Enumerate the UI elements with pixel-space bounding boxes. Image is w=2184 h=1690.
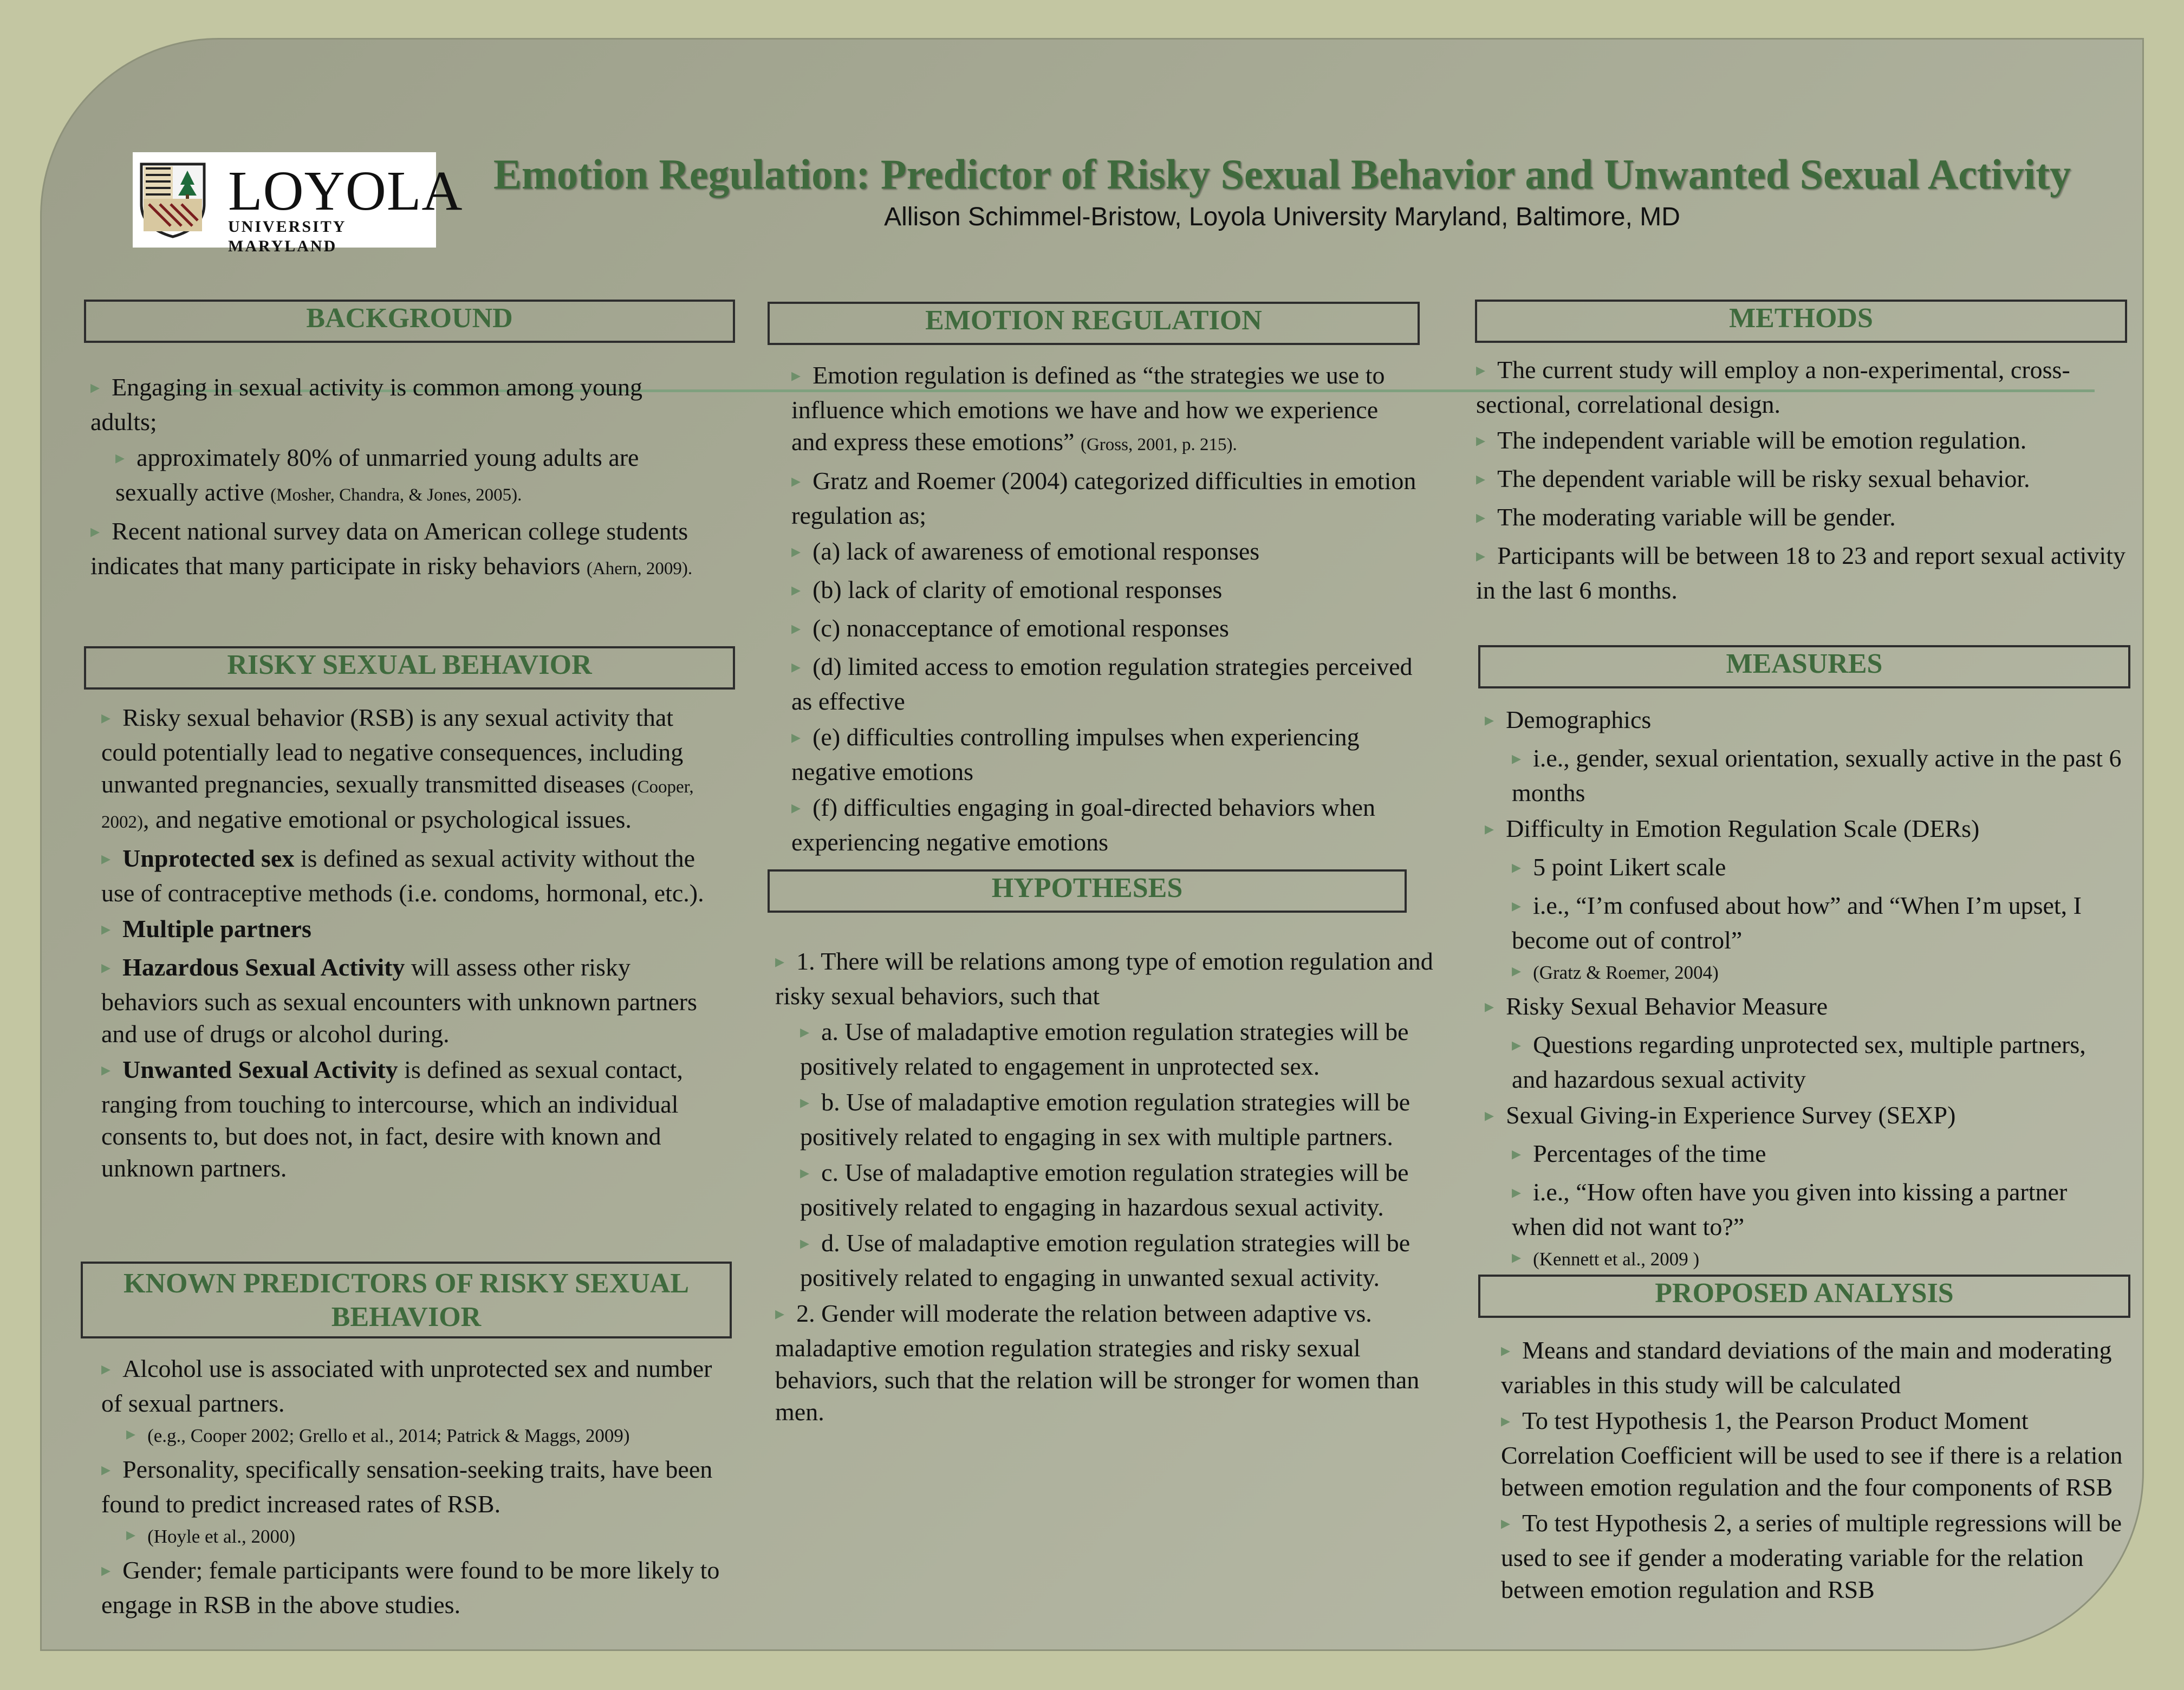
predictor-ref: ▸ (e.g., Cooper 2002; Grello et al., 2014; Patrick & Maggs, 2009)	[101, 1423, 724, 1450]
rsb-item: ▸ Unwanted Sexual Activity is defined as sexual contact, ranging from touching to intercourse, which an individual consents to, but does not, in fact, desire with known and unknown partners.	[101, 1054, 724, 1184]
hypothesis-subitem: ▸ c. Use of maladaptive emotion regulation strategies will be positively related to engaging in hazardous sexual activity.	[775, 1156, 1463, 1223]
er-item: ▸ (d) limited access to emotion regulation strategies perceived as effective	[791, 651, 1420, 717]
er-item: ▸ Emotion regulation is defined as “the strategies we use to influence which emotions we have and how we experience and express these emotions” (Gross, 2001, p. 215).	[791, 359, 1420, 461]
measure-detail: ▸ i.e., gender, sexual orientation, sexually active in the past 6 months	[1485, 742, 2124, 809]
background-list	[90, 371, 708, 589]
heading-hypotheses: HYPOTHESES	[768, 869, 1407, 913]
analysis-item: ▸ To test Hypothesis 1, the Pearson Product Moment Correlation Coefficient will be used to see if there is a relation between emotion regulation and the four components of RSB	[1501, 1405, 2129, 1503]
heading-measures: MEASURES	[1478, 645, 2130, 688]
analysis-item: ▸ To test Hypothesis 2, a series of multiple regressions will be used to see if gender a moderating variable for the relation between emotion regulation and RSB	[1501, 1507, 2129, 1606]
er-item: ▸ (a) lack of awareness of emotional responses	[791, 535, 1420, 570]
university-logo	[133, 152, 463, 255]
hypothesis-subitem: ▸ b. Use of maladaptive emotion regulation strategies will be positively related to engaging in sex with multiple partners.	[775, 1086, 1463, 1153]
measure-item: ▸ Sexual Giving-in Experience Survey (SEXP)	[1485, 1099, 2124, 1134]
background-item: ▸ Engaging in sexual activity is common among young adults;	[90, 371, 708, 438]
measure-item: ▸ Demographics	[1485, 704, 2124, 738]
methods-item: ▸ The moderating variable will be gender.	[1476, 501, 2126, 536]
predictors-list	[101, 1353, 724, 1624]
heading-proposed-analysis: PROPOSED ANALYSIS	[1478, 1275, 2130, 1318]
logo-subtitle: UNIVERSITY MARYLAND	[228, 218, 346, 255]
measure-detail: ▸ Questions regarding unprotected sex, multiple partners, and hazardous sexual activity	[1485, 1029, 2124, 1095]
background-item: ▸ Recent national survey data on American college students indicates that many participate in risky behaviors (Ahern, 2009).	[90, 515, 708, 585]
measure-ref: ▸ (Gratz & Roemer, 2004)	[1485, 960, 2124, 986]
measure-detail: ▸ i.e., “I’m confused about how” and “When I’m upset, I become out of control”	[1485, 889, 2124, 956]
er-item: ▸ Gratz and Roemer (2004) categorized difficulties in emotion regulation as;	[791, 465, 1420, 531]
rsb-list	[101, 701, 724, 1188]
heading-methods: METHODS	[1475, 300, 2127, 343]
er-item: ▸ (c) nonacceptance of emotional responses	[791, 612, 1420, 647]
methods-item: ▸ Participants will be between 18 to 23 and report sexual activity in the last 6 months.	[1476, 540, 2126, 606]
heading-known-predictors: KNOWN PREDICTORS OF RISKY SEXUAL BEHAVIOR	[81, 1262, 732, 1338]
poster-title: Emotion Regulation: Predictor of Risky Sexual Behavior and Unwanted Sexual Activity	[493, 151, 2071, 198]
analysis-list	[1501, 1334, 2129, 1609]
hypothesis-subitem: ▸ a. Use of maladaptive emotion regulation strategies will be positively related to engagement in unprotected sex.	[775, 1016, 1463, 1082]
measure-detail: ▸ Percentages of the time	[1485, 1138, 2124, 1172]
measure-item: ▸ Difficulty in Emotion Regulation Scale (DERs)	[1485, 812, 2124, 847]
predictor-item: ▸ Alcohol use is associated with unprotected sex and number of sexual partners.	[101, 1353, 724, 1419]
methods-list	[1476, 354, 2126, 610]
measure-item: ▸ Risky Sexual Behavior Measure	[1485, 990, 2124, 1025]
er-item: ▸ (b) lack of clarity of emotional responses	[791, 574, 1420, 608]
measures-list	[1485, 704, 2124, 1277]
heading-emotion-regulation: EMOTION REGULATION	[768, 302, 1420, 345]
logo-wordmark: LOYOLA	[228, 160, 463, 222]
emotion-regulation-list	[791, 359, 1420, 862]
predictor-ref: ▸ (Hoyle et al., 2000)	[101, 1524, 724, 1550]
rsb-item: ▸ Unprotected sex is defined as sexual activity without the use of contraceptive methods (i.e. condoms, hormonal, etc.).	[101, 842, 724, 909]
hypothesis-item: ▸ 2. Gender will moderate the relation between adaptive vs. maladaptive emotion regulation strategies and risky sexual behaviors, such that the relation will be stronger for women than men.	[775, 1297, 1463, 1428]
heading-background: BACKGROUND	[84, 300, 735, 343]
methods-item: ▸ The dependent variable will be risky sexual behavior.	[1476, 463, 2126, 497]
poster-panel	[40, 38, 2144, 1651]
er-item: ▸ (e) difficulties controlling impulses when experiencing negative emotions	[791, 721, 1420, 788]
er-item: ▸ (f) difficulties engaging in goal-directed behaviors when experiencing negative emotions	[791, 791, 1420, 858]
crest-icon	[138, 161, 207, 239]
measure-detail: ▸ 5 point Likert scale	[1485, 851, 2124, 886]
hypothesis-subitem: ▸ d. Use of maladaptive emotion regulation strategies will be positively related to engaging in unwanted sexual activity.	[775, 1227, 1463, 1294]
predictor-item: ▸ Gender; female participants were found to be more likely to engage in RSB in the above studies.	[101, 1554, 724, 1621]
predictor-item: ▸ Personality, specifically sensation-seeking traits, have been found to predict increased rates of RSB.	[101, 1453, 724, 1520]
methods-item: ▸ The current study will employ a non-experimental, cross-sectional, correlational design.	[1476, 354, 2126, 420]
hypotheses-list	[775, 945, 1463, 1432]
rsb-item: ▸ Hazardous Sexual Activity will assess other risky behaviors such as sexual encounters with unknown partners and use of drugs or alcohol during.	[101, 951, 724, 1050]
methods-item: ▸ The independent variable will be emotion regulation.	[1476, 424, 2126, 459]
poster-author: Allison Schimmel-Bristow, Loyola University Maryland, Baltimore, MD	[884, 203, 1680, 231]
rsb-item: ▸ Multiple partners	[101, 913, 724, 947]
hypothesis-item: ▸ 1. There will be relations among type of emotion regulation and risky sexual behaviors, such that	[775, 945, 1463, 1012]
background-item: ▸ approximately 80% of unmarried young adults are sexually active (Mosher, Chandra, & Jones, 2005).	[90, 441, 708, 511]
analysis-item: ▸ Means and standard deviations of the main and moderating variables in this study will be calculated	[1501, 1334, 2129, 1401]
measure-ref: ▸ (Kennett et al., 2009 )	[1485, 1246, 2124, 1273]
heading-risky-sexual-behavior: RISKY SEXUAL BEHAVIOR	[84, 646, 735, 690]
rsb-item: ▸ Risky sexual behavior (RSB) is any sexual activity that could potentially lead to negative consequences, including unwanted pregnancies, sexually transmitted diseases (Cooper, 2002), and negative emotional or psychological issues.	[101, 701, 724, 838]
measure-detail: ▸ i.e., “How often have you given into kissing a partner when did not want to?”	[1485, 1176, 2124, 1243]
